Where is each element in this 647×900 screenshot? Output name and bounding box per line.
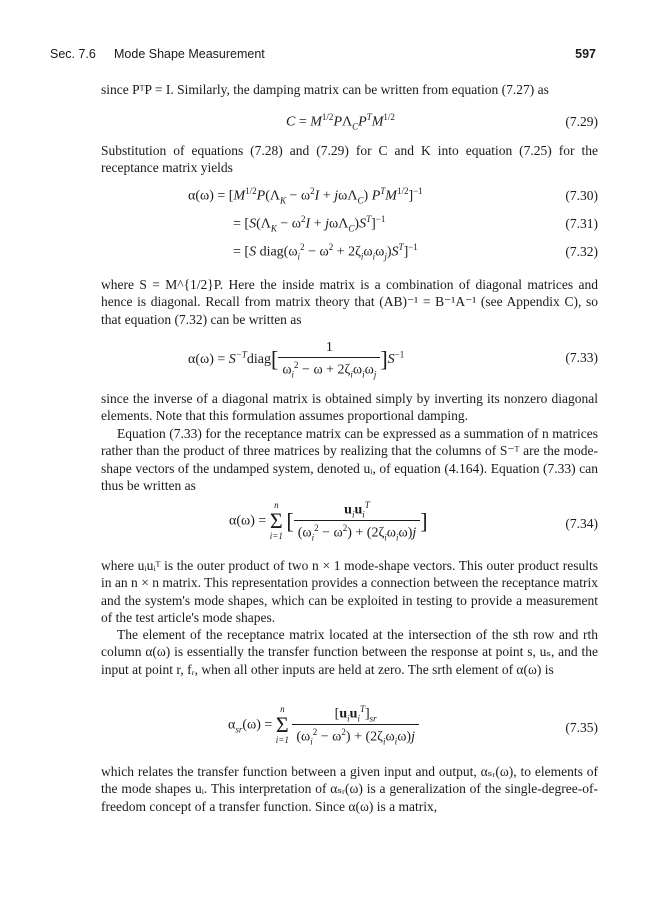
equation-body: $\alpha(\omega) = S^{-T}diag$[ $\frac{1}{\omega_i^2 - \omega + 2\zeta_i\omega_i\omega_j}$ ]$S^{-1}$ [188,340,405,380]
paragraph-7: The element of the receptance matrix located at the intersection of the sth row and rth column α(ω) is essentially the transfer function between the response at point s, uₛ, and the input at point r, fᵣ, when all other inputs are held at zero. The srth element of α(ω) is [101,627,598,677]
equation-body: $\alpha(\omega) = [M^{1/2}P(\Lambda_K - \omega^2I + j\omega\Lambda_C)$ $P^TM^{1/2}]^{-1}$ [188,186,423,206]
equation-7-31 [101,212,598,240]
equation-body: α(ω) = n Σ i=1 [ $\frac{u_iu_i^T}{(\omega_i^2 - \omega^2) + (2\zeta_i\omega_i\omega)j}$ ] [229,500,428,543]
running-header [50,47,596,67]
equation-number: (7.32) [565,244,598,259]
equation-body: $C = M^{1/2}P\Lambda_CP^TM^{1/2}$ [286,112,395,132]
paragraph-1: since PᵀP = I. Similarly, the damping matrix can be written from equation (7.27) as [101,82,549,97]
paragraph-5: Equation (7.33) for the receptance matrix can be expressed as a summation of n matrices rather than the product of three matrices by realizing that the columns of S⁻ᵀ are the mode-shape vectors of the undamped system, denoted uᵢ, of equation (4.164). Equation (7.33) can thus be written as [101,426,598,493]
paragraph-6: where uᵢuᵢᵀ is the outer product of two n × 1 mode-shape vectors. This outer product results in an n × n matrix. This representation provides a connection between the receptance matrix and the system's mode shapes, which can be exploited in testing to provide a measurement of the test article's mode shapes. [101,558,598,625]
equation-number: (7.30) [565,188,598,203]
equation-number: (7.33) [565,350,598,365]
equation-number: (7.35) [565,720,598,735]
equation-body: $\alpha_{sr}(\omega)$ = n Σ i=1 $\frac{[u_iu_i^T]_{sr}}{(\omega_i^2 - \omega^2) + (2\zeta_i\omega_i\omega)j}$ [228,704,419,747]
paragraph-2: Substitution of equations (7.28) and (7.29) for C and K into equation (7.25) for the receptance matrix yields [101,143,598,176]
section-title: Mode Shape Measurement [114,47,265,61]
equation-body: = [S $diag(\omega_i^2 - \omega^2 + 2\zeta_i\omega_i\omega_j)S^T]^{-1}$ [233,242,418,262]
equation-7-35 [101,700,598,756]
paragraph-8: which relates the transfer function between a given input and output, αₛᵣ(ω), to elements of the mode shapes uᵢ. This interpretation of αₛᵣ(ω) is a generalization of the single-degree-of-freedom concept of a transfer function. Since α(ω) is a matrix, [101,764,598,814]
equation-7-30 [101,184,598,212]
page-number: 597 [575,47,596,61]
section-label: Sec. 7.6 [50,47,96,61]
equation-body: = $[S(\Lambda_K - \omega^2I + j\omega\Lambda_C)S^T]^{-1}$ [233,214,386,234]
equation-7-32 [101,240,598,268]
paragraph-3: where S = M^{1/2}P. Here the inside matrix is a combination of diagonal matrices and hence is diagonal. Recall from matrix theory that (AB)⁻¹ = B⁻¹A⁻¹ (see Appendix C), so that equation (7.32) can be written as [101,277,598,327]
equation-number: (7.31) [565,216,598,231]
paragraph-4: since the inverse of a diagonal matrix is obtained simply by inverting its nonzero diagonal elements. Note that this formulation assumes proportional damping. [101,391,598,424]
equation-number: (7.29) [565,114,598,129]
equation-7-29 [101,112,598,136]
equation-7-34 [101,496,598,552]
equation-7-33 [101,336,598,384]
equation-number: (7.34) [565,516,598,531]
